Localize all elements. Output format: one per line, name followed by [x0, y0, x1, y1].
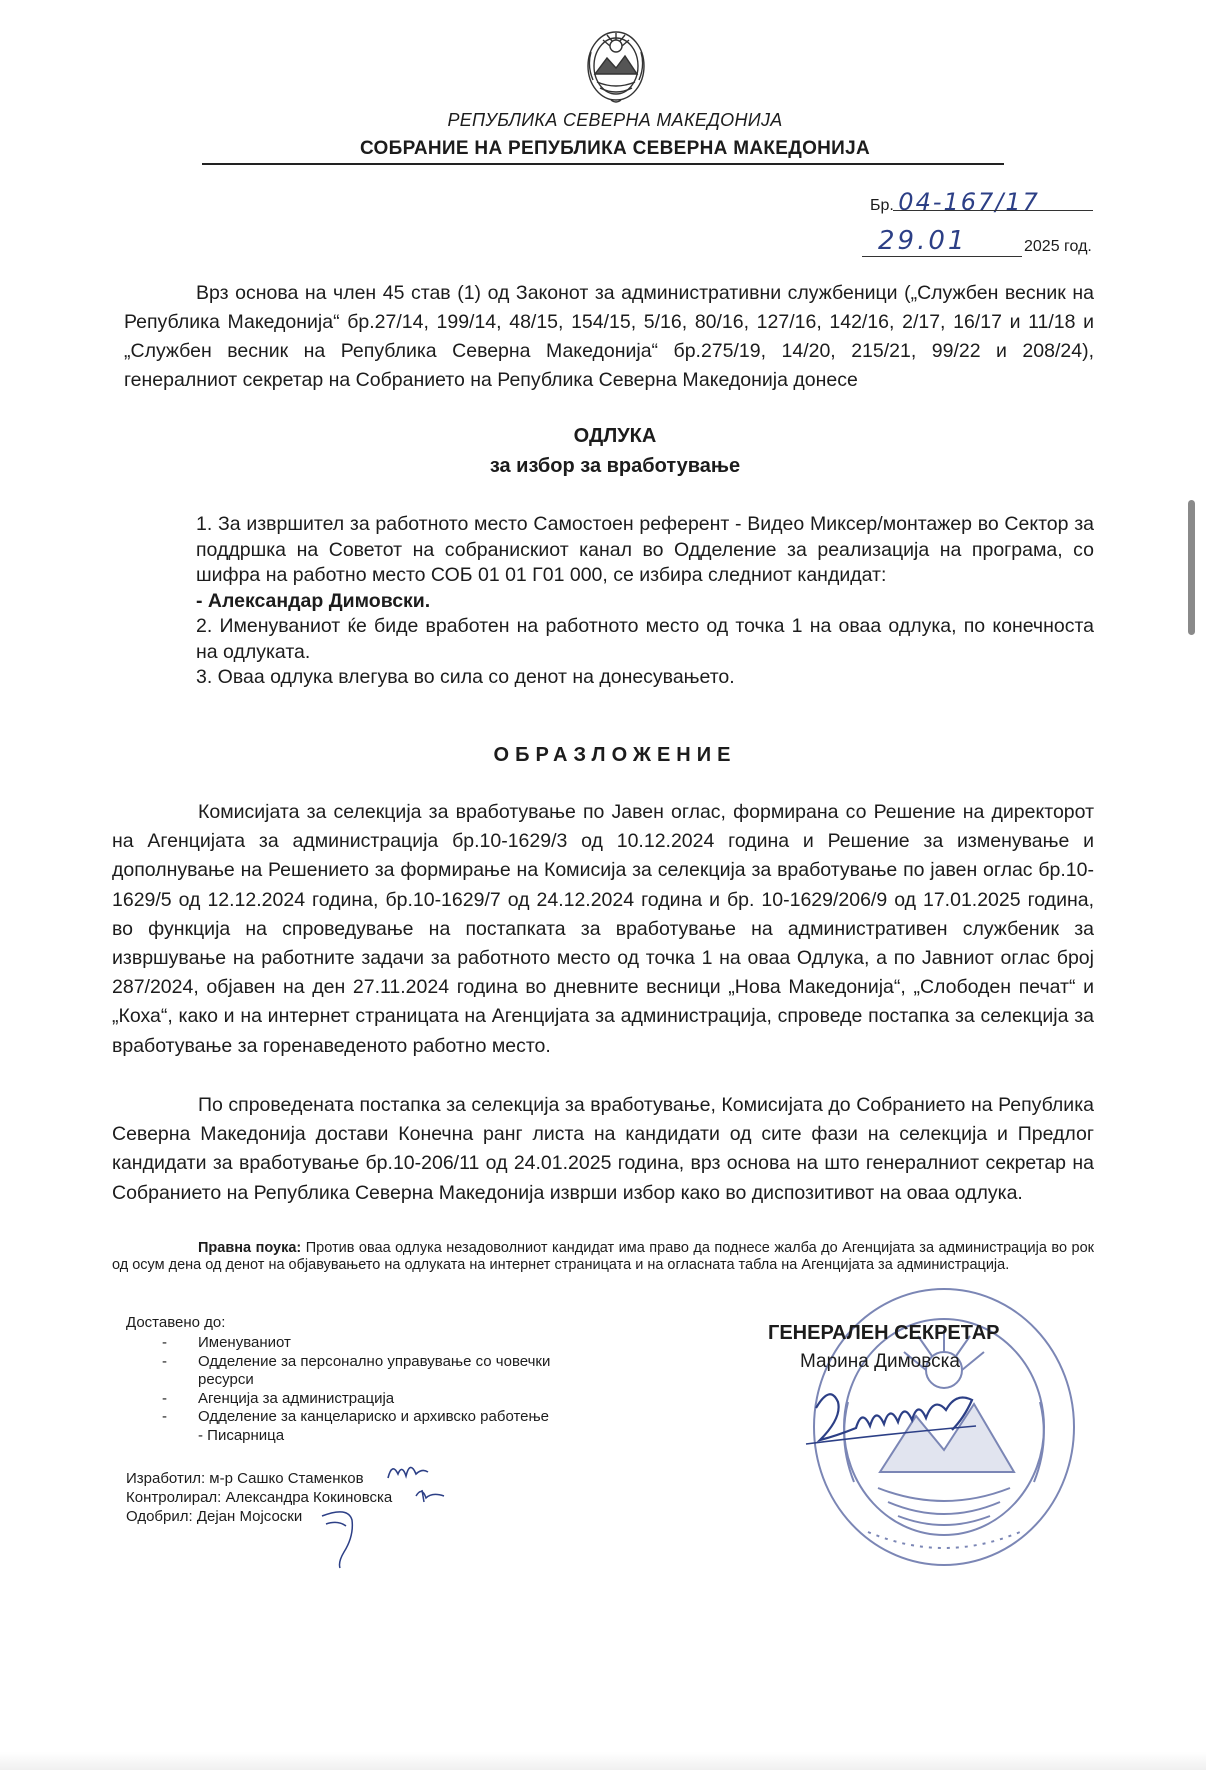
legal-notice-text: Против оваа одлука незадоволниот кандидат има право да поднесе жалба до Агенцијата за администрација во рок од осум дена од денот на објавувањето на одлуката на интернет страницата и на огласната табла на Агенцијата за администрација.: [112, 1240, 1095, 1273]
reasoning-title: ОБРАЗЛОЖЕНИЕ: [493, 744, 737, 766]
list-item: - Одделение за персонално управување со човечки: [162, 1353, 582, 1372]
coat-of-arms-icon: [583, 22, 649, 104]
decision-point-1: 1. За извршител за работното место Самостоен референт - Видео Миксер/монтажер во Сектор за поддршка на Советот на собранискиот канал во Одделение за реализација на програма, со шифра на работно место СОБ 01 01 Г01 000, се избира следниот кандидат:: [196, 513, 1094, 586]
decision-point-2: 2. Именуваниот ќе биде вработен на работното место од точка 1 на оваа одлука, по конечноста на одлуката.: [196, 615, 1094, 663]
reasoning-paragraph-1: Комисијата за селекција за вработување по Јавен оглас, формирана со Решение на директорот на Агенцијата за администрација бр.10-1629/3 од 10.12.2024 година и Решение за изменување и дополнување на Решението за формирање на Комисија за селекција за вработување по јавен оглас бр.10-1629/5 од 12.12.2024 година, бр.10-1629/7 од 24.12.2024 година и бр. 10-1629/206/9 од 17.01.2025 година, во функција на спроведување на постапката за вработување на административен службеник за извршување на работните задачи за работното место од точка 1 на оваа Одлука, а по Јавниот оглас број 287/2024, објавен на ден 27.11.2024 година во дневните весници „Нова Македонија“, „Слободен печат“ и „Коха“, како и на интернет страницата на Агенцијата за администрација, спроведе постапка за селекција за вработување за горенаведеното работно место.: [112, 801, 1094, 1057]
initials-3-icon: [318, 1506, 364, 1570]
initials-2-icon: [412, 1482, 448, 1506]
registry-number: [870, 188, 1040, 216]
republic-heading: РЕПУБЛИКА СЕВЕРНА МАКЕДОНИЈА: [447, 110, 783, 130]
list-item: - Одделение за канцелариско и архивско работење: [162, 1408, 582, 1427]
selected-candidate: - Александар Димовски.: [196, 589, 431, 612]
intro-paragraph: Врз основа на член 45 став (1) од Законот за административни службеници („Службен весник на Република Македонија“ бр.27/14, 199/14, 48/15, 154/15, 5/16, 80/16, 127/16, 142/16, 2/17, 16/17 и 11/18 и „Службен весник на Република Северна Македонија“ бр.275/19, 14/20, 215/21, 99/22 и 208/24), генералниот секретар на Собранието на Република Северна Македонија донесе: [124, 282, 1094, 391]
delivered-to-list: [162, 1334, 582, 1445]
registry-date-value: 29.01: [878, 226, 968, 256]
assembly-heading: СОБРАНИЕ НА РЕПУБЛИКА СЕВЕРНА МАКЕДОНИЈА: [359, 138, 871, 159]
legal-notice-label: Правна поука:: [198, 1240, 302, 1256]
list-item: - Именуваниот: [162, 1334, 582, 1353]
scrollbar-thumb[interactable]: [1188, 500, 1195, 635]
signature-icon: [796, 1378, 996, 1456]
controlled-by: Контролирал: Александра Кокиновска: [126, 1489, 393, 1506]
registry-number-value: 04-167/17: [898, 188, 1040, 216]
decision-point-3: 3. Оваа одлука влегува во сила со денот на донесувањето.: [196, 666, 735, 688]
signatory-name: Марина Димовска: [800, 1351, 960, 1372]
delivered-to-label: Доставено до:: [126, 1314, 226, 1331]
list-item: - Агенција за администрација: [162, 1390, 582, 1409]
legal-notice: [112, 1240, 1094, 1274]
decision-subtitle: за избор за вработување: [489, 455, 741, 477]
registry-date-underline: [862, 256, 1022, 257]
decision-points: [196, 512, 1094, 691]
list-item: ресурси: [198, 1371, 254, 1388]
approved-by: Одобрил: Дејан Мојсоски: [126, 1508, 303, 1525]
list-item: - Писарница: [198, 1426, 285, 1444]
registry-date-year: 2025 год.: [1024, 238, 1092, 255]
decision-title: ОДЛУКА: [573, 425, 657, 447]
signatory-title: ГЕНЕРАЛЕН СЕКРЕТАР: [768, 1322, 1000, 1344]
reasoning-paragraph-2: По спроведената постапка за селекција за вработување, Комисијата до Собранието на Република Северна Македонија достави Конечна ранг листа на кандидати од сите фази на селекција и Предлог кандидати за вработување бр.10-206/11 од 24.01.2025 година, врз основа на што генералниот секретар на Собранието на Република Северна Македонија изврши избор како во диспозитивот на оваа одлука.: [112, 1094, 1094, 1204]
header-divider: [202, 163, 1004, 165]
prepared-by: Изработил: м-р Сашко Стаменков: [126, 1470, 364, 1487]
registry-number-underline: [893, 210, 1093, 211]
page-bottom-edge: [0, 1752, 1206, 1770]
registry-number-label: Бр.: [870, 197, 894, 214]
